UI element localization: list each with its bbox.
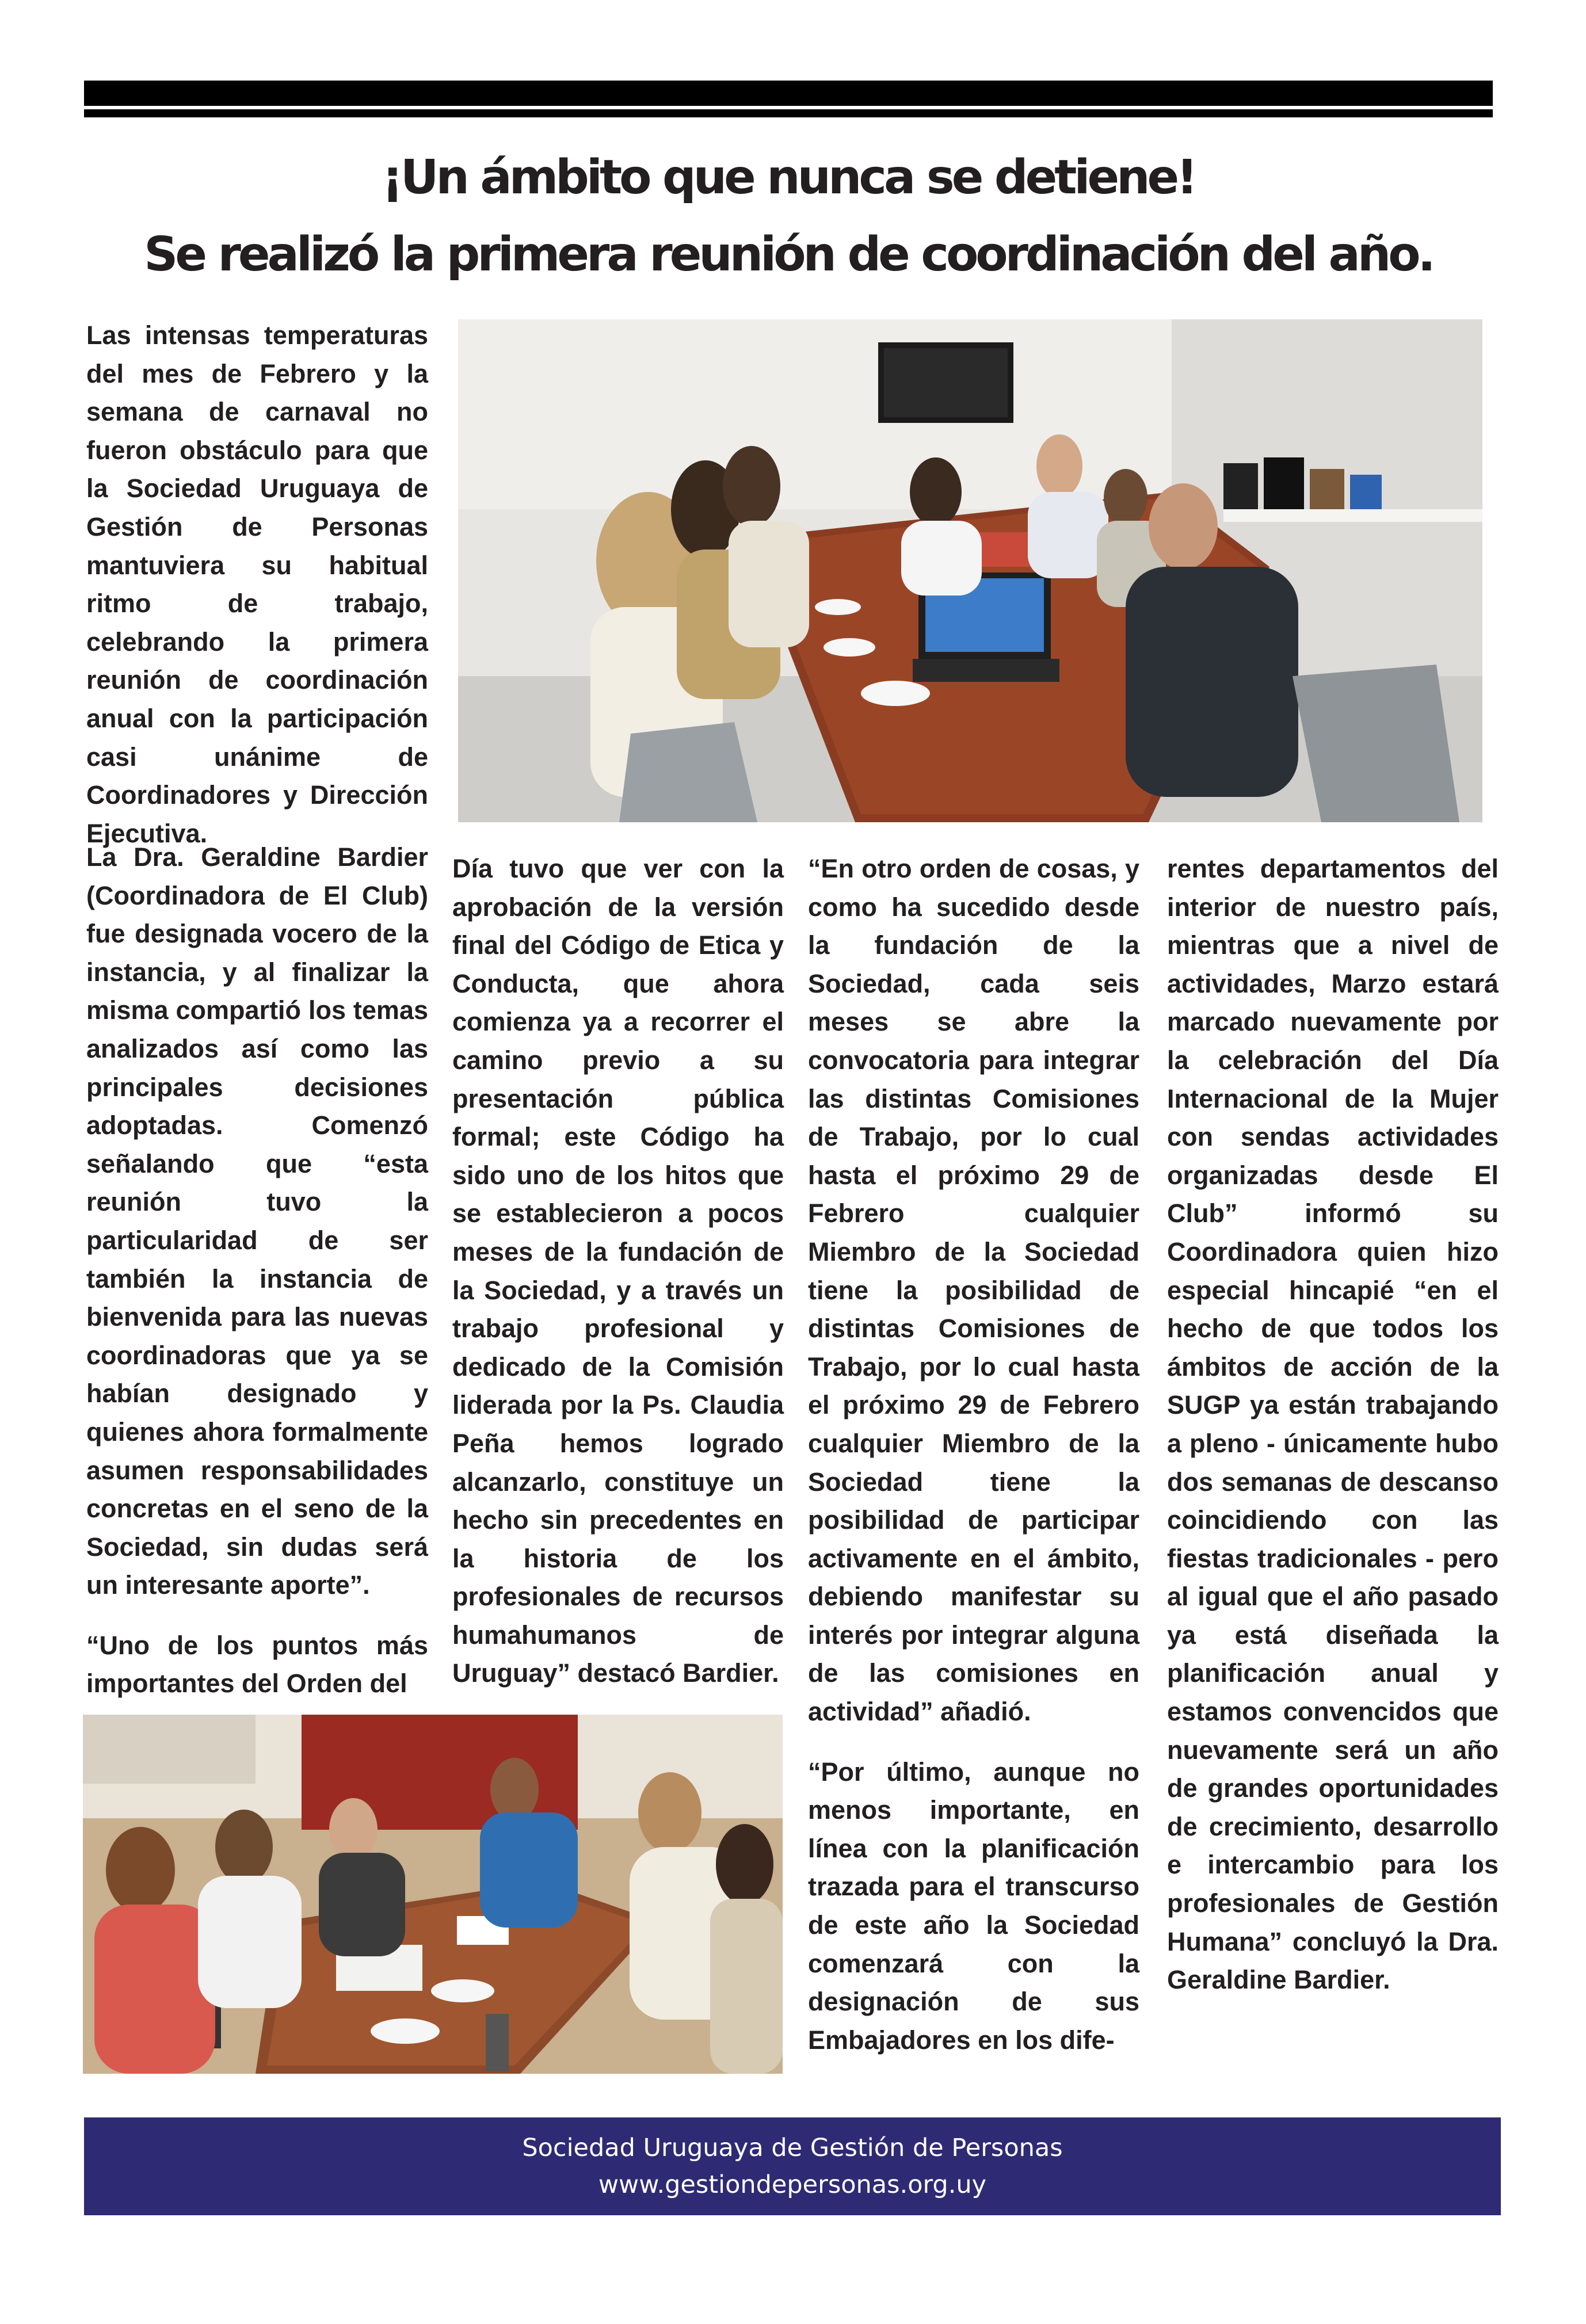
column-4-paragraph-1: rentes departamentos del interior de nuestro país, mientras que a nivel de actividades, Marzo estará marcado nuevamente por la celebración del Día Internacional de la Mujer con sendas actividades organizadas desde El Club” informó su Coordinadora quien hizo especial hincapié “en el hecho de que todos los ámbitos de acción de la SUGP ya están trabajando a pleno - únicamente hubo dos semanas de descanso coincidiendo con las fiestas tradicionales - pero al igual que el año pasado ya está diseñada la planificación anual y estamos convencidos que nuevamente será un año de grandes oportunidades de crecimiento, desarrollo e intercambio para los profesionales de Gestión Humana” concluyó la Dra. Geraldine Bardier. — [1167, 854, 1499, 1995]
headline-line-2: Se realizó la primera reunión de coordinación del año. — [144, 227, 1433, 282]
column-4 — [1167, 850, 1499, 2058]
header-rule-thick — [84, 81, 1493, 106]
meeting-photo-bottom — [83, 1715, 783, 2074]
footer-banner — [84, 2117, 1501, 2215]
column-3 — [808, 850, 1139, 2055]
footer-organization-name: Sociedad Uruguaya de Gestión de Personas — [522, 2134, 1063, 2162]
column-3-paragraph-1: “En otro orden de cosas, y como ha sucedido desde la fundación de la Sociedad, cada seis meses se abre la convocatoria para integrar las distintas Comisiones de Trabajo, por lo cual hasta el próximo 29 de Febrero cualquier Miembro de la Sociedad tiene la posibilidad de distintas Comisiones de Trabajo, por lo cual hasta el próximo 29 de Febrero cualquier Miembro de la Sociedad tiene la posibilidad de participar activamente en el ámbito, debiendo manifestar su interés por integrar alguna de las comisiones en actividad” añadió. — [808, 854, 1139, 1727]
intro-paragraph: Las intensas temperaturas del mes de Febrero y la semana de carnaval no fueron obstáculo para que la Sociedad Uruguaya de Gestión de Personas mantuviera su habitual ritmo de trabajo, celebrando la primera reunión de coordinación anual con la participación casi unánime de Coordinadores y Dirección Ejecutiva. — [86, 320, 428, 848]
headline-line-1: ¡Un ámbito que nunca se detiene! — [382, 150, 1195, 205]
column-1 — [86, 838, 428, 1701]
header-rule-thin — [84, 109, 1493, 117]
intro-column — [86, 316, 428, 848]
column-3-paragraph-2: “Por último, aunque no menos importante, en línea con la planificación trazada para el transcurso de este año la Sociedad comenzará con la designación de sus Embajadores en los dife- — [808, 1757, 1139, 2055]
column-1-paragraph-2: “Uno de los puntos más importantes del Orden del — [86, 1630, 428, 1699]
column-2-paragraph-1: Día tuvo que ver con la aprobación de la versión final del Código de Etica y Conducta, que ahora comienza ya a recorrer el camino previo a su presentación pública formal; este Código ha sido uno de los hitos que se establecieron a pocos meses de la fundación de la Sociedad, y a través un trabajo profesional y dedicado de la Comisión liderada por la Ps. Claudia Peña hemos logrado alcanzarlo, constituye un hecho sin precedentes en la historia de los profesionales de recursos humahumanos de Uruguay” destacó Bardier. — [452, 854, 784, 1688]
column-1-paragraph-1: La Dra. Geraldine Bardier (Coordinadora de El Club) fue designada vocero de la instancia, y al finalizar la misma compartió los temas analizados así como las principales decisiones adoptadas. Comenzó señalando que “esta reunión tuvo la particularidad de ser también la instancia de bienvenida para las nuevas coordinadoras que ya se habían designado y quienes ahora formalmente asumen responsabilidades concretas en el seno de la Sociedad, sin dudas será un interesante aporte”. — [86, 842, 428, 1600]
meeting-photo-top — [458, 319, 1482, 822]
column-2 — [452, 850, 784, 1696]
footer-website-link[interactable]: www.gestiondepersonas.org.uy — [598, 2170, 987, 2199]
